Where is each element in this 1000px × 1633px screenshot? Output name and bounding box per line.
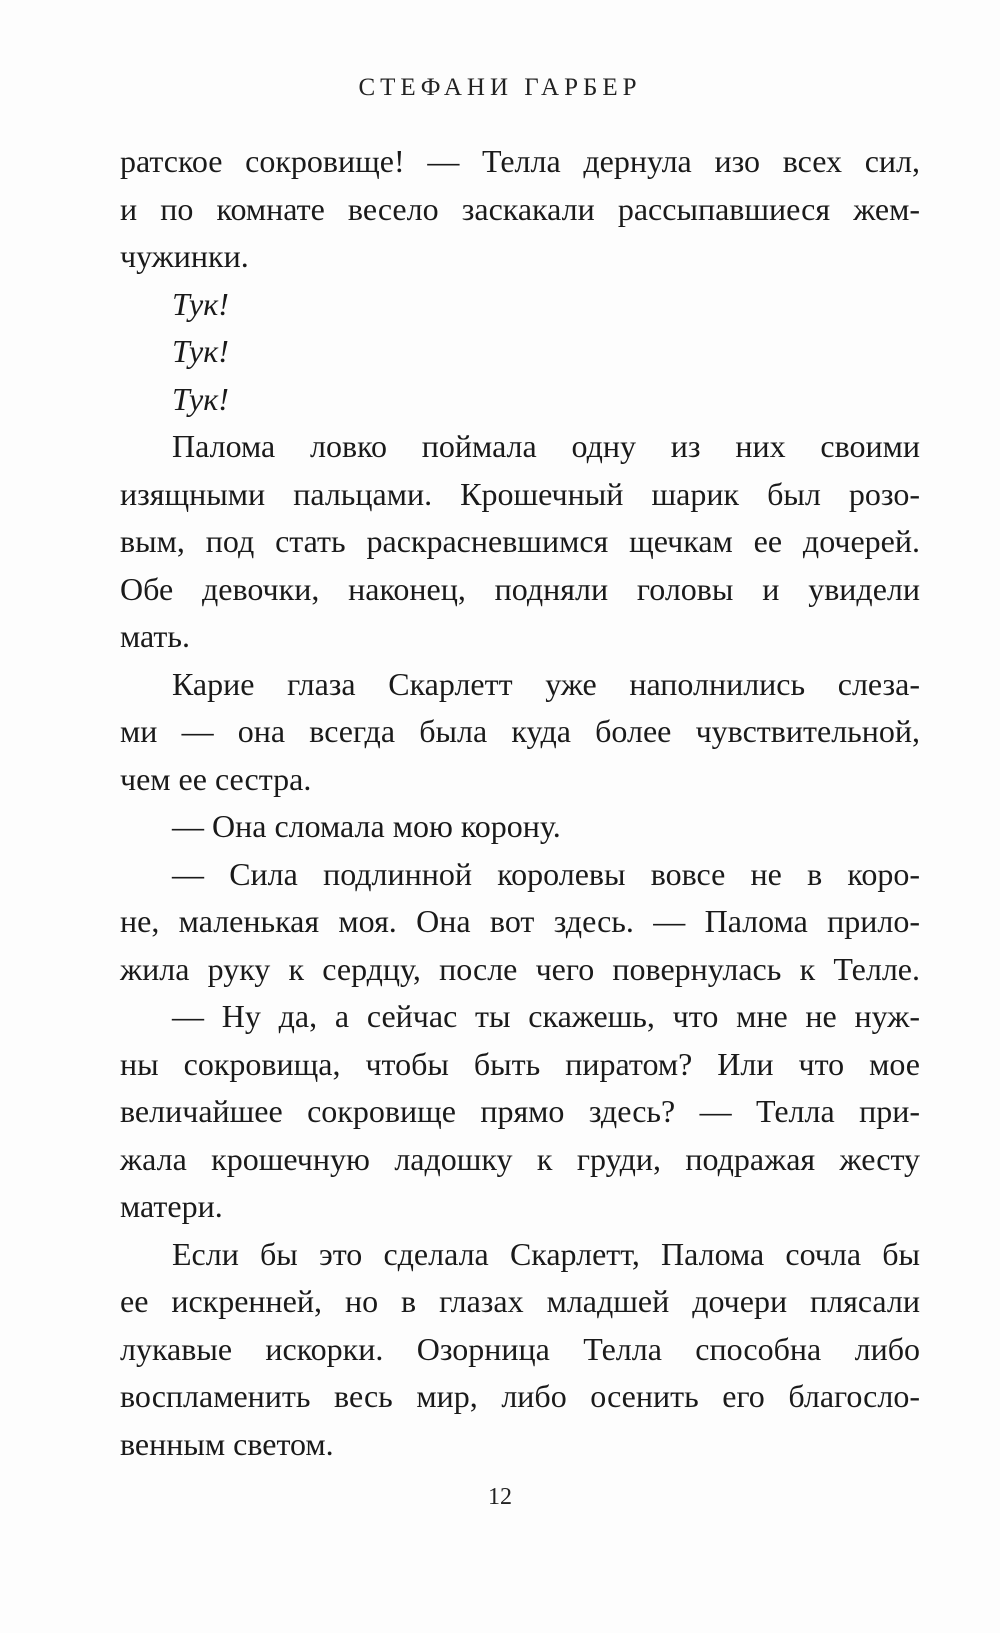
text-line: Карие глаза Скарлетт уже наполнились слеза- (172, 665, 920, 702)
text-line: жила руку к сердцу, после чего повернулась к Телле. (120, 950, 920, 987)
page-number: 12 (488, 1484, 512, 1510)
text-line: мать. (120, 618, 190, 654)
text-line: жала крошечную ладошку к груди, подражая жесту (120, 1140, 920, 1177)
text-line: и по комнате весело заскакали рассыпавшиеся жем- (120, 190, 920, 227)
text-line: матери. (120, 1188, 223, 1224)
text-line: Палома ловко поймала одну из них своими (172, 428, 920, 464)
running-head: СТЕФАНИ ГАРБЕР (358, 74, 642, 101)
text-line-italic: Тук! (172, 380, 229, 417)
text-line: ратское сокровище! — Телла дернула изо всех сил, (120, 143, 920, 179)
text-line-italic: Тук! (172, 285, 229, 322)
text-line: изящными пальцами. Крошечный шарик был розо- (120, 475, 920, 512)
text-line: — Она сломала мою корону. (172, 808, 561, 844)
text-line: воспламенить весь мир, либо осенить его благосло- (120, 1378, 920, 1414)
body-text (120, 138, 920, 1468)
text-line: лукавые искорки. Озорница Телла способна либо (120, 1330, 920, 1367)
text-line: — Ну да, а сейчас ты скажешь, что мне не нуж- (172, 998, 920, 1034)
text-line: не, маленькая моя. Она вот здесь. — Палома прило- (120, 903, 920, 939)
text-line: ны сокровища, чтобы быть пиратом? Или что мое (120, 1045, 920, 1082)
text-line: вым, под стать раскрасневшимся щечкам ее дочерей. (120, 523, 920, 559)
text-line: Обе девочки, наконец, подняли головы и увидели (120, 570, 920, 607)
text-line: — Сила подлинной королевы вовсе не в коро- (172, 855, 920, 892)
text-line: ее искренней, но в глазах младшей дочери плясали (120, 1283, 920, 1319)
text-line: венным светом. (120, 1425, 334, 1462)
text-line: Если бы это сделала Скарлетт, Палома сочла бы (172, 1235, 920, 1272)
text-line: величайшее сокровище прямо здесь? — Телла при- (120, 1093, 920, 1129)
text-line-italic: Тук! (172, 333, 229, 369)
text-line: чужинки. (120, 238, 249, 274)
text-line: ми — она всегда была куда более чувствительной, (120, 713, 920, 749)
text-line: чем ее сестра. (120, 760, 312, 797)
